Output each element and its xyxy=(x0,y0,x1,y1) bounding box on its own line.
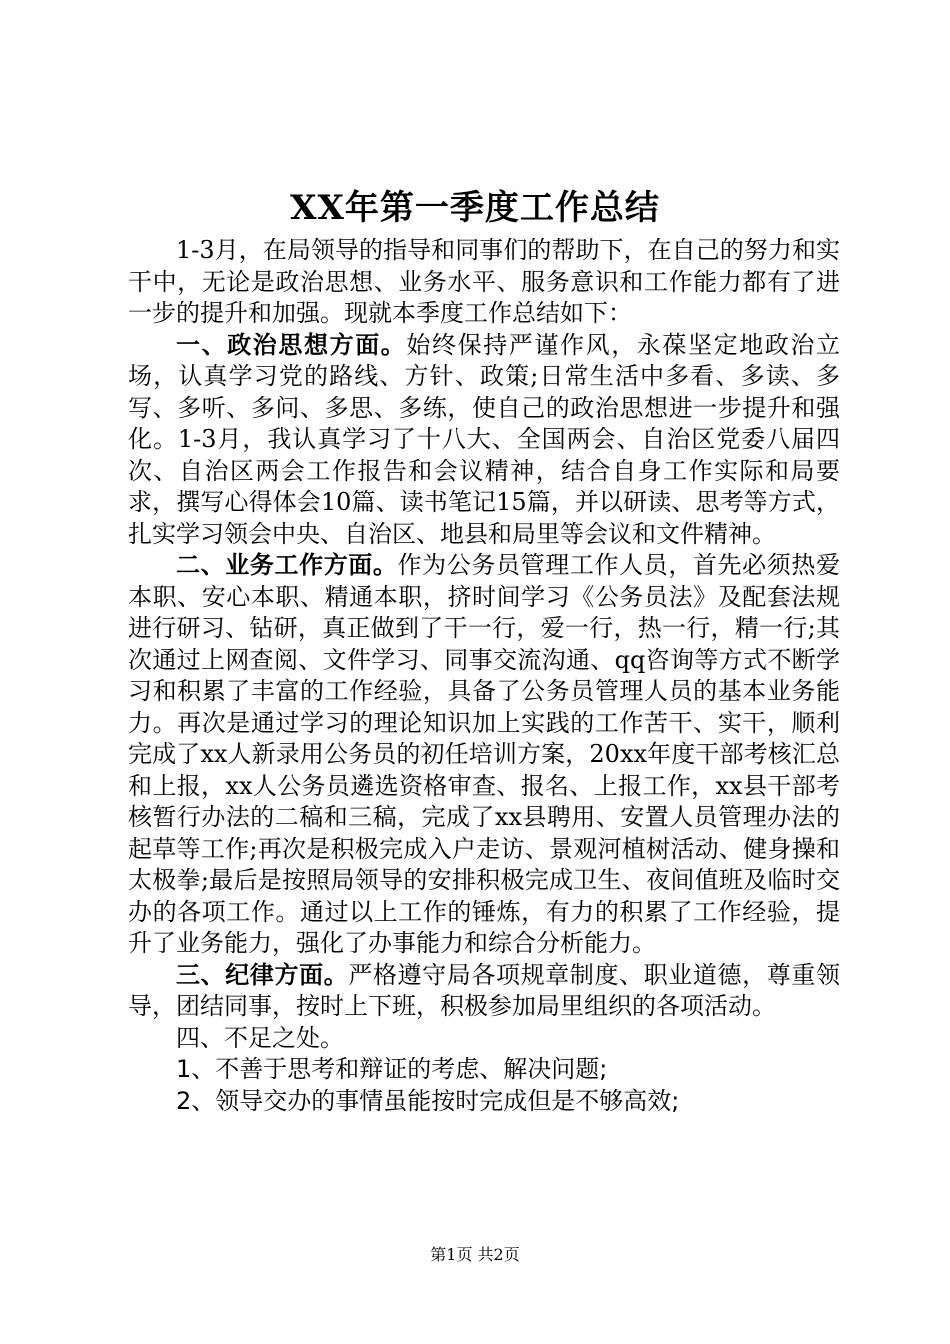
intro-paragraph: 1-3月，在局领导的指导和同事们的帮助下，在自己的努力和实干中，无论是政治思想、业务水平、服务意识和工作能力都有了进一步的提升和加强。现就本季度工作总结如下： xyxy=(128,236,840,327)
section-text: 始终保持严谨作风，永葆坚定地政治立场，认真学习党的路线、方针、政策;日常生活中多看、多读、多写、多听、多问、多思、多练，使自己的政治思想进一步提升和强化。1-3月，我认真学习了十八大、全国两会、自治区党委八届四次、自治区两会工作报告和会议精神，结合自身工作实际和局要求，撰写心得体会10篇、读书笔记15篇，并以研读、思考等方式，扎实学习领会中央、自治区、地县和局里等会议和文件精神。 xyxy=(128,330,841,548)
shortcoming-item: 2、领导交办的事情虽能按时完成但是不够高效; xyxy=(176,1086,680,1115)
section-business xyxy=(128,550,840,960)
document-body xyxy=(128,235,840,1117)
shortcoming-item: 1、不善于思考和辩证的考虑、解决问题; xyxy=(176,1055,608,1083)
page-number-footer: 第1页 共2页 xyxy=(430,1245,520,1264)
section-text: 作为公务员管理工作人员，首先必须热爱本职、安心本职、精通本职，挤时间学习《公务员法》及配套法规进行研习、钻研，真正做到了干一行，爱一行，热一行，精一行;其次通过上网查阅、文件学习、同事交流沟通、qq咨询等方式不断学习和积累了丰富的工作经验，具备了公务员管理人员的基本业务能力。再次是通过学习的理论知识加上实践的工作苦干、实干，顺利完成了xx人新录用公务员的初任培训方案，20xx年度干部考核汇总和上报，xx人公务员遴选资格审查、报名、上报工作，xx县干部考核暂行办法的二稿和三稿，完成了xx县聘用、安置人员管理办法的起草等工作;再次是积极完成入户走访、景观河植树活动、健身操和太极拳;最后是按照局领导的安排积极完成卫生、夜间值班及临时交办的各项工作。通过以上工作的锤炼，有力的积累了工作经验，提升了业务能力，强化了办事能力和综合分析能力。 xyxy=(128,551,841,957)
section-text: 严格遵守局各项规章制度、职业道德，尊重领导，团结同事，按时上下班，积极参加局里组织的各项活动。 xyxy=(128,960,841,1020)
section-heading: 三、纪律方面。 xyxy=(176,960,349,989)
shortcomings-heading: 四、不足之处。 xyxy=(176,1023,344,1052)
document-title: XX年第一季度工作总结 xyxy=(290,188,660,228)
section-discipline xyxy=(128,960,840,1023)
section-heading: 一、政治思想方面。 xyxy=(176,330,407,359)
section-heading: 二、业务工作方面。 xyxy=(176,551,398,579)
section-political xyxy=(128,330,840,551)
